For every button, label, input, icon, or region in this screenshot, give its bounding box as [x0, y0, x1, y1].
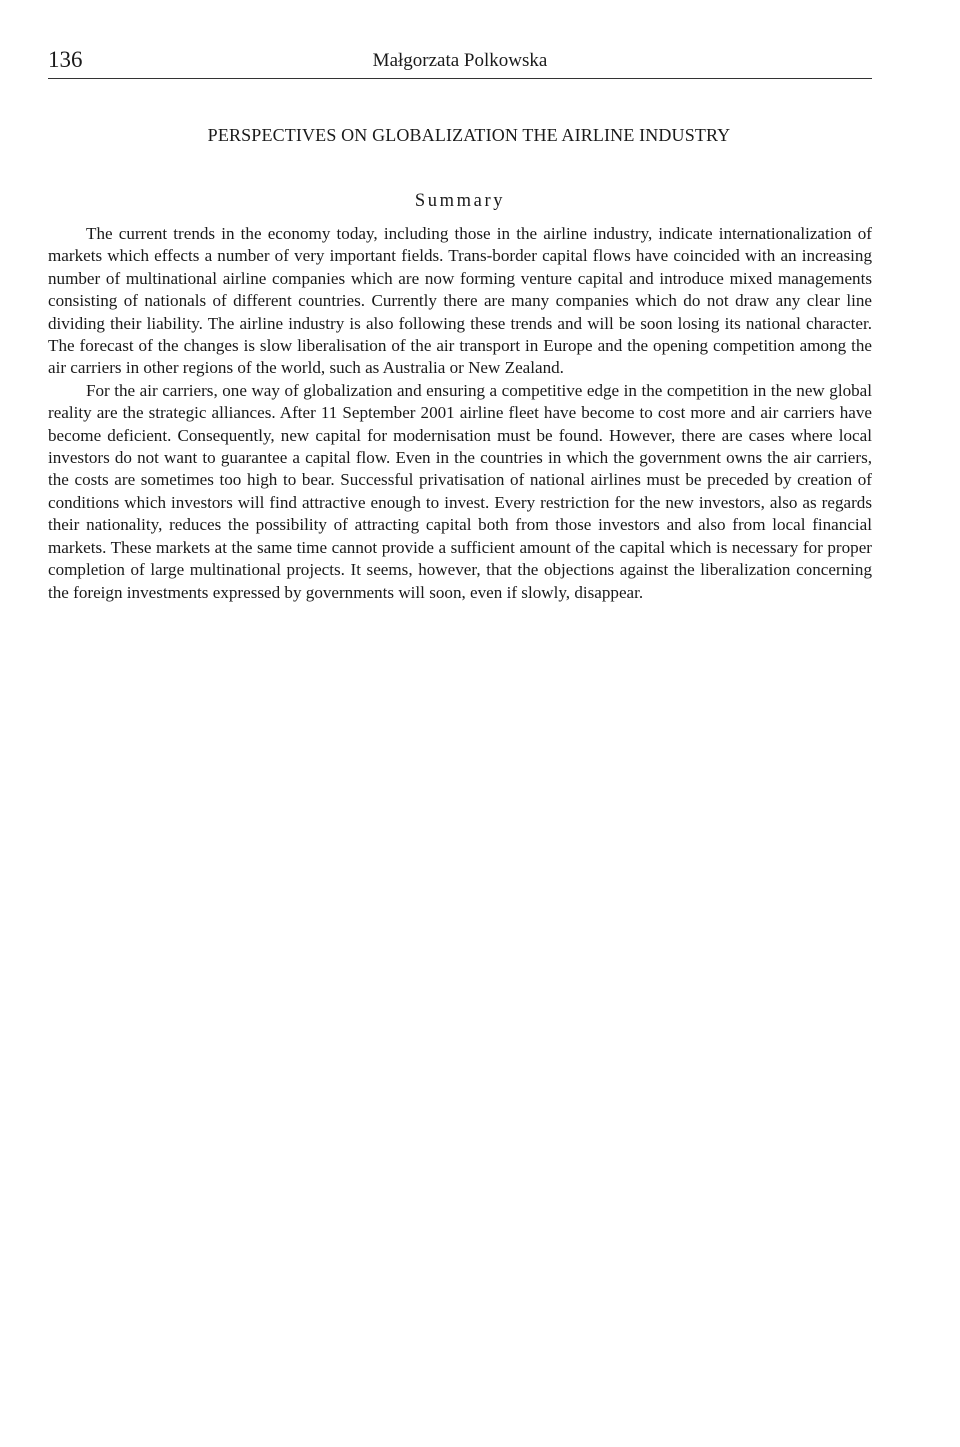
running-header-author: Małgorzata Polkowska [372, 50, 548, 71]
summary-heading: Summary [414, 191, 506, 211]
summary-body [48, 223, 872, 604]
article-title: PERSPECTIVES ON GLOBALIZATION THE AIRLINE INDUSTRY [207, 125, 731, 145]
page-number: 136 [48, 47, 83, 72]
summary-paragraph: The current trends in the economy today, including those in the airline industry, indicate internationalization of markets which effects a number of very important fields. Trans-border capital flows have coincided with an increasing number of multinational airline companies which are now forming venture capital and introduce mixed managements consisting of nationals of different countries. Currently there are many companies which do not draw any clear line dividing their liability. The airline industry is also following these trends and will be soon losing its national character. The forecast of the changes is slow liberalisation of the air transport in Europe and the opening competition among the air carriers in other regions of the world, such as Australia or New Zealand. [48, 224, 872, 378]
running-header [48, 46, 872, 79]
summary-paragraph: For the air carriers, one way of globalization and ensuring a competitive edge in the competition in the new global reality are the strategic alliances. After 11 September 2001 airline fleet have become to cost more and air carriers have become deficient. Consequently, new capital for modernisation must be found. However, there are cases where local investors do not want to guarantee a capital flow. Even in the countries in which the government owns the air carriers, the costs are sometimes too high to bear. Successful privatisation of national airlines must be preceded by creation of conditions which investors will find attractive enough to invest. Every restriction for the new investors, also as regards their nationality, reduces the possibility of attracting capital both from those investors and also from local financial markets. These markets at the same time cannot provide a sufficient amount of the capital which is necessary for proper completion of large multinational projects. It seems, however, that the objections against the liberalization concerning the foreign investments expressed by governments will soon, even if slowly, disappear. [48, 380, 872, 602]
document-page [48, 46, 872, 604]
